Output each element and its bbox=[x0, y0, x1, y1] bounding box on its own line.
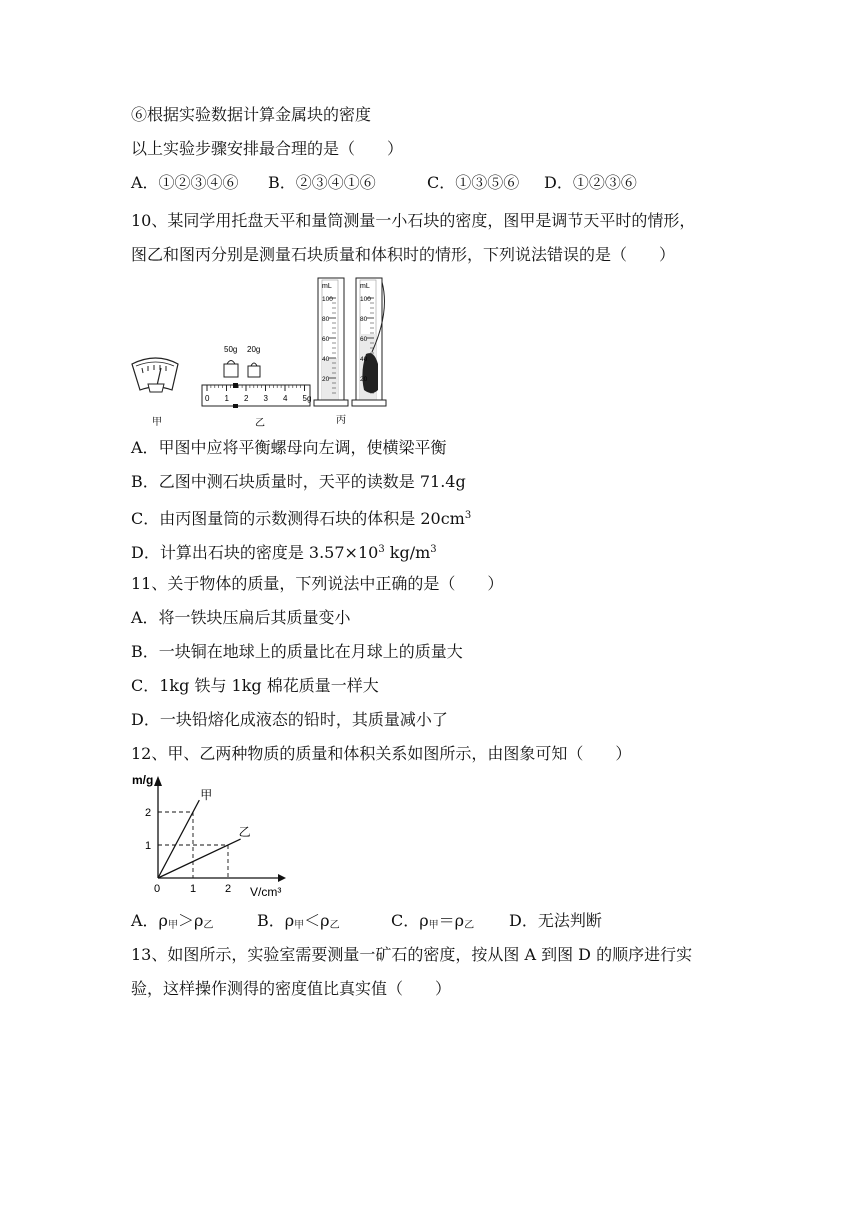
q9-option-c[interactable]: C．①③⑤⑥ bbox=[427, 173, 520, 192]
cylinder-tick-label: 100 bbox=[322, 296, 333, 303]
chart-xlabel: V/cm³ bbox=[250, 885, 282, 899]
fig-label-bing: 丙 bbox=[336, 415, 346, 426]
scale-tick-label: 5g bbox=[302, 394, 312, 403]
fig-label-jia: 甲 bbox=[152, 417, 162, 428]
q11-option-b[interactable]: B．一块铜在地球上的质量比在月球上的质量大 bbox=[131, 642, 463, 661]
cylinder-tick-label: 60 bbox=[360, 336, 368, 343]
q12-option-a[interactable]: A．ρ甲＞ρ乙 bbox=[131, 911, 214, 931]
q10-option-d[interactable]: D．计算出石块的密度是 $3.57\times 10^3$ $kg/m^3$ bbox=[131, 543, 437, 562]
q10-stem-line2: 图乙和图丙分别是测量石块质量和体积时的情形，下列说法错误的是（ ） bbox=[131, 245, 676, 264]
q11-option-d[interactable]: D．一块铅熔化成液态的铅时，其质量减小了 bbox=[131, 710, 448, 729]
chart-ylabel: m/g bbox=[132, 773, 154, 787]
cylinder-tick-label: 40 bbox=[360, 356, 368, 363]
q10-option-b[interactable]: B．乙图中测石块质量时，天平的读数是 71.4g bbox=[131, 472, 466, 491]
cylinder-tick-label: 20 bbox=[322, 376, 330, 383]
weight-20g-label: 20g bbox=[247, 345, 261, 354]
chart-series-label: 甲 bbox=[200, 788, 213, 803]
q9-option-b[interactable]: B．②③④①⑥ bbox=[268, 173, 376, 192]
q9-options bbox=[131, 172, 637, 194]
scale-tick-label: 1 bbox=[224, 394, 229, 403]
q9-option-a[interactable]: A．①②③④⑥ bbox=[131, 173, 239, 192]
q11-stem: 11、关于物体的质量，下列说法中正确的是（ ） bbox=[131, 574, 504, 593]
q12-option-c[interactable]: C．ρ甲＝ρ乙 bbox=[391, 911, 475, 931]
balance-dial-icon bbox=[132, 358, 178, 392]
scale-tick-label: 4 bbox=[283, 394, 288, 403]
chart-series-line bbox=[158, 839, 241, 878]
cylinder-tick-label: 40 bbox=[322, 356, 330, 363]
chart-x-arrow bbox=[278, 874, 286, 882]
q12-mass-volume-chart bbox=[128, 770, 298, 900]
weight-50g-icon bbox=[224, 361, 238, 378]
q11-option-c[interactable]: C．1kg 铁与 1kg 棉花质量一样大 bbox=[131, 676, 379, 695]
q13-stem-line2: 验，这样操作测得的密度值比真实值（ ） bbox=[131, 979, 452, 998]
cyl-unit-1: mL bbox=[322, 283, 332, 290]
chart-series-line bbox=[158, 800, 199, 878]
weight-20g-icon bbox=[248, 363, 260, 377]
chart-y-arrow bbox=[154, 776, 162, 786]
rider-icon bbox=[233, 383, 238, 388]
chart-series-label: 乙 bbox=[238, 825, 251, 840]
q10-option-a[interactable]: A．甲图中应将平衡螺母向左调，使横梁平衡 bbox=[131, 438, 447, 457]
chart-x-tick-label: 1 bbox=[190, 883, 197, 895]
fig-label-yi: 乙 bbox=[255, 418, 265, 429]
cylinder-tick-label: 60 bbox=[322, 336, 330, 343]
scale-tick-label: 2 bbox=[244, 394, 249, 403]
scale-tick-label: 3 bbox=[263, 394, 268, 403]
cylinder-tick-label: 100 bbox=[360, 296, 371, 303]
q9-option-d[interactable]: D．①②③⑥ bbox=[544, 173, 637, 192]
q11-option-a[interactable]: A．将一铁块压扁后其质量变小 bbox=[131, 608, 351, 627]
cylinder-tick-label: 80 bbox=[360, 316, 368, 323]
q10-stem-line1: 10、某同学用托盘天平和量筒测量一小石块的密度，图甲是调节天平时的情形， bbox=[131, 211, 696, 230]
cylinder-tick-label: 80 bbox=[322, 316, 330, 323]
q10-option-c[interactable]: C．由丙图量筒的示数测得石块的体积是 $20cm^3$ bbox=[131, 509, 472, 528]
cyl-unit-2: mL bbox=[360, 283, 370, 290]
q12-option-b[interactable]: B．ρ甲＜ρ乙 bbox=[257, 911, 340, 931]
chart-y-tick-label: 2 bbox=[145, 807, 152, 819]
chart-x-tick-label: 0 bbox=[154, 883, 161, 895]
weight-50g-label: 50g bbox=[224, 345, 238, 354]
q9-step6: ⑥根据实验数据计算金属块的密度 bbox=[131, 105, 372, 124]
scale-tick-label: 0 bbox=[205, 394, 210, 403]
q9-prompt: 以上实验步骤安排最合理的是（ ） bbox=[131, 139, 404, 158]
q10-figure bbox=[128, 272, 408, 432]
beam-scale bbox=[202, 385, 310, 406]
cylinder-tick-label: 20 bbox=[360, 376, 368, 383]
rider-mark bbox=[233, 404, 238, 408]
q12-stem: 12、甲、乙两种物质的质量和体积关系如图所示，由图象可知（ ） bbox=[131, 744, 632, 763]
q12-options bbox=[131, 910, 602, 937]
q12-option-d[interactable]: D．无法判断 bbox=[509, 911, 602, 930]
q13-stem-line1: 13、如图所示，实验室需要测量一矿石的密度，按从图 A 到图 D 的顺序进行实 bbox=[131, 945, 693, 964]
chart-y-tick-label: 1 bbox=[145, 840, 152, 852]
chart-x-tick-label: 2 bbox=[225, 883, 232, 895]
